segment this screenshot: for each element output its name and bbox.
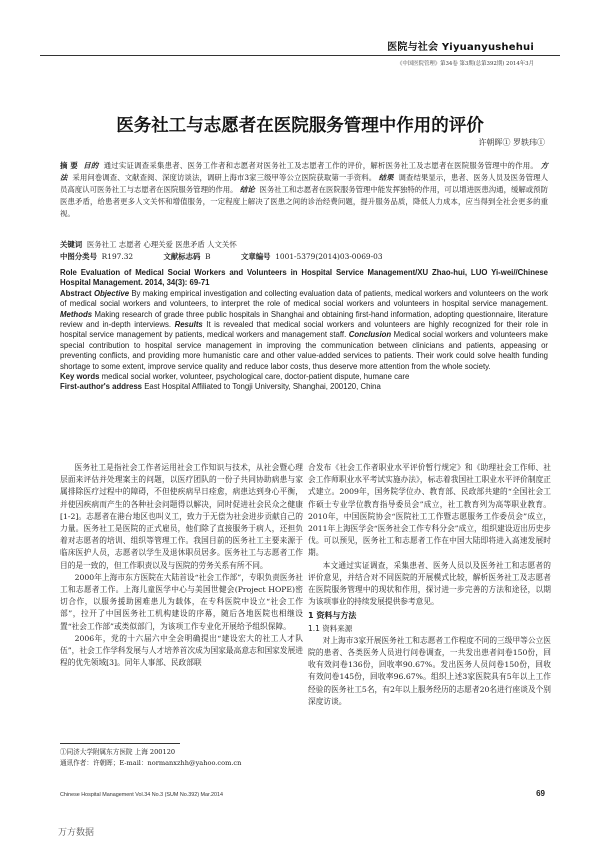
result-en: It is revealed that medical social workers and volunteers are highly recognized for their role in hospital service management by patients, medical workers and management staff. <box>60 320 548 340</box>
result-label-cn: 结果 <box>378 173 394 182</box>
keywords-cn-label: 关键词 <box>60 240 83 249</box>
objective-en: By making empirical investigation and collecting evaluation data of patients, medical workers and volunteers on the work of medical social workers and volunteers, to interpret the role of medical social workers and volunteers in hospital service management. <box>60 288 549 309</box>
authors: 许朝晖① 罗轶玮① <box>478 138 545 147</box>
conclusion-label-cn: 结论 <box>239 185 255 194</box>
footnote-affiliation: ①同济大学附属东方医院 上海 200120 <box>60 748 176 756</box>
article-title: 医务社工与志愿者在医院服务管理中作用的评价 <box>116 116 484 136</box>
method-cn: 采用问卷调查、文献查阅、深度访谈法，调研上海市3家三级甲等公立医院获取第一手资料。 <box>72 173 377 182</box>
abstract-cn-label: 摘 要 <box>60 161 79 170</box>
journal-footer: Chinese Hospital Management Vol.34 No.3 (SUM No.392) Mar.2014 <box>60 792 224 798</box>
doc-code-block <box>163 251 224 262</box>
author-address-text: East Hospital Affiliated to Tongji University, Shanghai, 200120, China <box>144 382 381 392</box>
article-no-value: 1001-5379(2014)03-0069-03 <box>275 252 383 261</box>
keywords-cn <box>60 239 548 250</box>
section-header: 医院与社会 Yiyuanyushehui <box>387 42 534 53</box>
page-number: 69 <box>536 789 545 798</box>
abstract-en-label: Abstract <box>60 288 92 298</box>
english-title: Role Evaluation of Medical Social Workers and Volunteers in Hospital Service Management/XU Zhao-hui, LUO Yi-wei//Chinese Hospital Management. 2014, 34(3): 69-71 <box>60 268 548 288</box>
keywords-cn-text: 医务社工 志愿者 心理关爱 医患矛盾 人文关怀 <box>86 240 237 249</box>
clc-block <box>60 251 147 262</box>
body-paragraph: 对上海市3家开展医务社工和志愿者工作程度不同的三级甲等公立医院的患者、各类医务人员进行问卷调查，一共发出患者问卷150份，回收有效问卷136份，回收率90.67%。发出医务人员问卷150份，回收有效问卷145份，回收率96.67%。组织上述3家医院具有5年以上工作经验的医务社工5名，有2年以上服务经历的志愿者20名进行座谈及个别深度访谈。 <box>308 635 551 706</box>
body-paragraph: 2006年，党的十六届六中全会明确提出“建设宏大的社工人才队伍”，社会工作学科发展与人才培养首次成为国家最高意志和国家发展进程的优先领域[3]。同年人事部、民政部联 <box>60 633 303 668</box>
method-label-cn: 方法 <box>60 161 549 182</box>
section-heading: 1 资料与方法 <box>308 611 357 621</box>
objective-label-cn: 目的 <box>83 161 99 170</box>
result-cn: 调查结果显示，患者、医务人员及医务管理人员高度认可医务社工与志愿者在医院服务管理的作用。 <box>60 173 548 194</box>
conclusion-en: Medical social workers and volunteers make special contribution to hospital service management in improving the communication between clinicians and patients, appeasing or preventing conflicts, and providing more humanistic care and other value-added services to patients. Their work could solve health funding shortage to some extent, improve service quality and reduce labor costs, thus deserve more attention from the whole society. <box>60 330 548 371</box>
abstract-en-body <box>60 289 548 372</box>
abstract-cn <box>60 160 548 220</box>
doc-code-label: 文献标志码 <box>163 252 201 261</box>
body-column-right <box>308 462 551 708</box>
article-no-label: 文章编号 <box>240 252 271 261</box>
keywords-en-label: Key words <box>60 372 100 382</box>
objective-label-en: Objective <box>93 288 130 298</box>
body-paragraph: 合发布《社会工作者职业水平评价暂行规定》和《助理社会工作师、社会工作师职业水平考试实施办法》，标志着我国社工职业水平评价制度正式建立。2009年，国务院学位办、教育部、民政部共建的“全国社会工作硕士专业学位教育指导委员会”成立，社工教育列为高等职业教育。2010年，中国医院协会“医院社工工作暨志愿服务工作委员会”成立，2011年上海医学会“医务社会工作专科分会”成立，组织建设迈出历史步伐。可以预见，医务社工和志愿者工作在中国大陆即将进入高速发展时期。 <box>308 463 551 558</box>
journal-citation: 《中国医院管理》第34卷 第3期(总第392期) 2014年3月 <box>396 61 534 67</box>
classification-line <box>60 251 548 262</box>
footnote-contact: 通讯作者：许朝晖；E-mail：normanxzhh@yahoo.com.cn <box>60 758 242 767</box>
doc-code-value: B <box>205 252 211 261</box>
author-address-label: First-author's address <box>60 382 143 392</box>
body-paragraph: 2000年上海市东方医院在大陆首设“社会工作部”，专职负责医务社工和志愿者工作。上海儿童医学中心与美国世健会(Project HOPE)密切合作，以服务援助困难患儿为载体，在专科医院中设立“社会工作部”，拉开了中国医务社工机构建设的序幕，随后各地医院也相继设置“社会工作部”或类似部门，为该项工作专业化开展给予组织保障。 <box>60 572 303 631</box>
body-column-left <box>60 462 303 669</box>
keywords-en-text: medical social worker, volunteer, psychological care, doctor-patient dispute, humane care <box>101 372 410 382</box>
watermark: 万方数据 <box>58 828 95 838</box>
clc-label: 中图分类号 <box>60 252 97 261</box>
footnote-rule <box>60 743 180 744</box>
clc-value: R197.32 <box>101 252 134 261</box>
abstract-en <box>60 268 548 393</box>
body-paragraph: 医务社工是指社会工作者运用社会工作知识与技术，从社会暨心理层面来评估并处理案主的问题，以医疗团队的一份子共同协助病患与家属排除医疗过程中的障碍，不但使疾病早日痊愈，病患达到身心平衡，并使因疾病而产生的各种社会问题得以解决，同时促进社会民众之健康[1-2]。志愿者在港台地区也叫义工，致力于无偿为社会进步贡献自己的力量。医务社工是医院的正式雇员，他们除了直接服务于病人，还担负着对志愿者的培训、组织等管理工作。我国目前的医务社工主要来源于临床医护人员，志愿者以学生及退休职员居多。医务社工与志愿者工作目的是一致的，但工作职责以及与医院的劳务关系有所不同。 <box>60 463 303 570</box>
conclusion-cn: 医务社工和志愿者在医院服务管理中能发挥独特的作用，可以增进医患沟通，缓解或预防医患矛盾，给患者更多人文关怀和增值服务，一定程度上解决了医患之间的诊治经费问题，提升服务品质，降低人力成本，应当得到全社会更多的重视。 <box>60 185 548 218</box>
author-address <box>60 382 548 392</box>
objective-cn: 通过实证调查采集患者、医务工作者和志愿者对医务社工及志愿者工作的评价，解析医务社工及志愿者在医院服务管理中的作用。 <box>103 161 539 170</box>
method-label-en: Methods <box>60 309 93 319</box>
header-rule <box>40 55 560 56</box>
method-en: Making research of grade three public hospitals in Shanghai and obtaining first-hand information, adopting questionnaire, literature review and in-depth interviews. <box>60 309 548 330</box>
article-no-block <box>241 251 397 262</box>
body-paragraph: 本文通过实证调查，采集患者、医务人员以及医务社工和志愿者的评价意见，并结合对不同医院的开展模式比较，解析医务社工及志愿者在医院服务管理中的现状和作用，探讨进一步完善的方法和途径，以期为该项事业的持续发展提供参考意见。 <box>308 560 551 607</box>
result-label-en: Results <box>174 320 203 330</box>
subsection-heading: 1.1 资料来源 <box>308 623 353 633</box>
keywords-en <box>60 372 548 382</box>
conclusion-label-en: Conclusion <box>348 330 392 340</box>
footnotes <box>60 747 241 768</box>
